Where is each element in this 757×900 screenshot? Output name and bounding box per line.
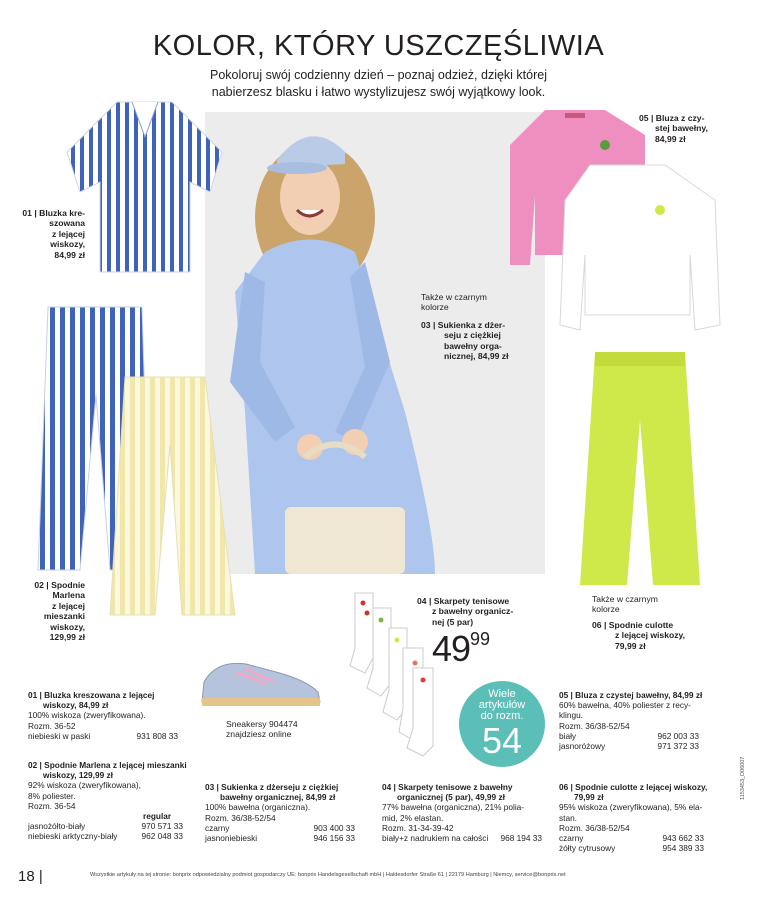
footer-legal-text: Wszystkie artykuły na tej stronie: bonprix odpowiedzialny podmiot gospodarczy UE: bonprix Handelsgesellschaft mbH | Haldesdorfer Straße 61 | 22179 Hamburg | Niemcy, service@bonprix.net <box>90 872 566 878</box>
details-02-row: niebieski arktyczny-biały 962 048 33 <box>28 831 183 842</box>
product-04-label: 04 | Skarpety tenisowe z bawełny organicz- nej (5 par) <box>417 596 514 627</box>
socks-price: $49^{99}$ <box>432 628 491 669</box>
striped-shirt-image <box>62 97 227 277</box>
details-04: 04 | Skarpety tenisowe z bawełny organicznej (5 par), 49,99 zł 77% bawełna (organiczna), 21% polia- mid, 2% elastan. Rozm. 31-34-39-42 biały+z nadrukiem na całości 968 194 33 <box>382 782 542 844</box>
details-02-row: jasnożółto-biały 970 571 33 <box>28 821 183 832</box>
details-03-row: czarny 903 400 33 <box>205 822 355 833</box>
product-06-note: Także w czarnym kolorze <box>592 594 658 615</box>
details-03-row: jasnoniebieski 946 156 33 <box>205 833 355 844</box>
product-03-note: Także w czarnym kolorze <box>421 292 487 313</box>
product-05-label: 05 | Bluza z czy- stej bawełny, 84,99 zł <box>639 113 708 144</box>
details-05: 05 | Bluza z czystej bawełny, 84,99 zł 60% bawełna, 40% poliester z recy- klingu. Rozm. 36/38-52/54 biały 962 003 33 jasnoróżowy 971 372 33 <box>559 690 703 752</box>
details-05-row: jasnoróżowy 971 372 33 <box>559 741 699 752</box>
page-title: KOLOR, KTÓRY USZCZĘŚLIWIA <box>152 30 605 62</box>
details-05-row: biały 962 003 33 <box>559 730 699 741</box>
product-06-label: 06 | Spodnie culotte z lejącej wiskozy, 79,99 zł <box>592 620 686 651</box>
product-03-label: 03 | Sukienka z dżer- seju z ciężkiej bawełny orga- nicznej, 84,99 zł <box>421 320 509 362</box>
sneakers-note: Sneakersy 904474 znajdziesz online <box>226 719 298 740</box>
catalog-code: 1153453_D06007 <box>740 756 746 800</box>
lime-culotte-image <box>575 350 705 590</box>
product-01-label: 01 | Bluzka kre- szowana z lejącej wiskozy, 84,99 zł <box>22 208 85 260</box>
sizes-badge: Wiele artykułów do rozm. 54 <box>459 681 545 767</box>
striped-pants-image <box>30 305 240 620</box>
sneaker-image <box>196 652 326 712</box>
details-03: 03 | Sukienka z dżerseju z ciężkiej bawełny organicznej, 84,99 zł 100% bawełna (organiczna). Rozm. 36/38-52/54 czarny 903 400 33 jasnoniebieski 946 156 33 <box>205 782 355 844</box>
details-04-row: biały+z nadrukiem na całości 968 194 33 <box>382 833 542 844</box>
details-06-row: żółty cytrusowy 954 389 33 <box>559 843 704 854</box>
details-02: 02 | Spodnie Marlena z lejącej mieszanki wiskozy, 129,99 zł 92% wiskoza (zweryfikowana), 8% poliester. Rozm. 36-54 regular jasnożółto-biały 970 571 33 niebieski arktyczny-biały 962 048 33 <box>28 760 187 842</box>
product-02-label: 02 | Spodnie Marlena z lejącej mieszanki wiskozy, 129,99 zł <box>34 580 85 643</box>
details-06-row: czarny 943 662 33 <box>559 833 704 844</box>
page-number: 18 | <box>18 868 43 885</box>
page-subtitle: Pokoloruj swój codzienny dzień – poznaj odzież, dzięki której nabierzesz blasku i łatwo wystylizujesz swój wyjątkowy look. <box>210 68 547 99</box>
details-06: 06 | Spodnie culotte z lejącej wiskozy, 79,99 zł 95% wiskoza (zweryfikowana), 5% ela- stan. Rozm. 36/38-52/54 czarny 943 662 33 żółty cytrusowy 954 389 33 <box>559 782 708 854</box>
details-01: 01 | Bluzka kreszowana z lejącej wiskozy, 84,99 zł 100% wiskoza (zweryfikowana). Rozm. 36-52 niebieski w paski 931 808 33 <box>28 690 178 741</box>
details-01-row: niebieski w paski 931 808 33 <box>28 730 178 741</box>
